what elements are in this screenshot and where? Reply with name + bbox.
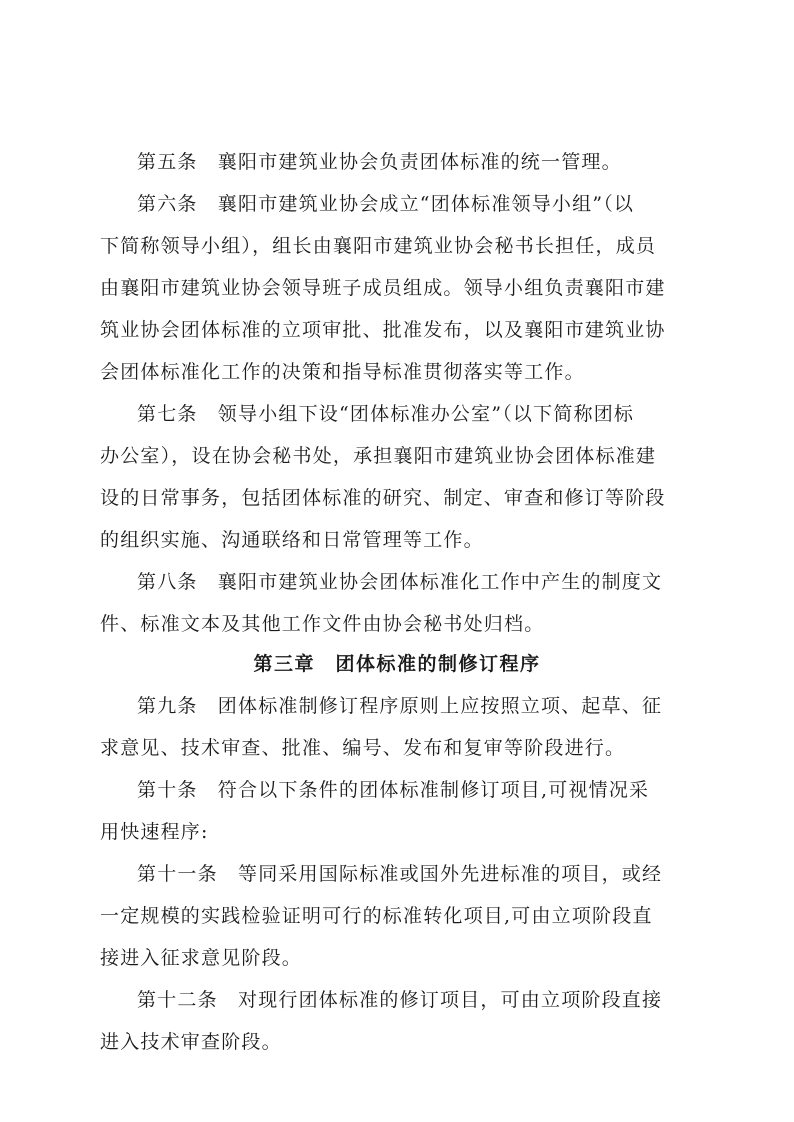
article-6-line-5: 会团体标准化工作的决策和指导标准贯彻落实等工作。 xyxy=(100,361,585,383)
article-7-line-3: 设的日常事务，包括团体标准的研究、制定、审查和修订等阶段 xyxy=(100,487,666,509)
article-12-line-2: 进入技术审查阶段。 xyxy=(100,1031,282,1053)
article-5-line-1: 第五条 襄阳市建筑业协会负责团体标准的统一管理。 xyxy=(137,151,622,173)
article-10-line-1: 第十条 符合以下条件的团体标准制修订项目,可视情况采 xyxy=(137,779,650,801)
article-6-line-2: 下简称领导小组），组长由襄阳市建筑业协会秘书长担任，成员 xyxy=(100,235,657,257)
article-10-line-2: 用快速程序: xyxy=(100,821,209,843)
article-7-line-1: 第七条 领导小组下设“团体标准办公室”（以下简称团标 xyxy=(137,403,635,425)
article-9-line-2: 求意见、技术审查、批准、编号、发布和复审等阶段进行。 xyxy=(100,737,626,759)
article-11-line-1: 第十一条 等同采用国际标准或国外先进标准的项目，或经 xyxy=(137,863,663,885)
chapter-3-title: 第三章 团体标准的制修订程序 xyxy=(253,653,541,675)
article-9-line-1: 第九条 团体标准制修订程序原则上应按照立项、起草、征 xyxy=(137,695,663,717)
article-6-line-1: 第六条 襄阳市建筑业协会成立“团体标准领导小组”（以 xyxy=(137,193,635,215)
article-7-line-2: 办公室），设在协会秘书处，承担襄阳市建筑业协会团体标准建 xyxy=(100,445,657,467)
article-8-line-2: 件、标准文本及其他工作文件由协会秘书处归档。 xyxy=(100,613,545,635)
article-6-line-3: 由襄阳市建筑业协会领导班子成员组成。领导小组负责襄阳市建 xyxy=(100,277,666,299)
article-7-line-4: 的组织实施、沟通联络和日常管理等工作。 xyxy=(100,529,484,551)
article-11-line-2: 一定规模的实践检验证明可行的标准转化项目,可由立项阶段直 xyxy=(100,905,653,927)
article-12-line-1: 第十二条 对现行团体标准的修订项目，可由立项阶段直接 xyxy=(137,989,663,1011)
article-8-line-1: 第八条 襄阳市建筑业协会团体标准化工作中产生的制度文 xyxy=(137,571,663,593)
article-6-line-4: 筑业协会团体标准的立项审批、批准发布，以及襄阳市建筑业协 xyxy=(100,319,666,341)
article-11-line-3: 接进入征求意见阶段。 xyxy=(100,947,303,969)
